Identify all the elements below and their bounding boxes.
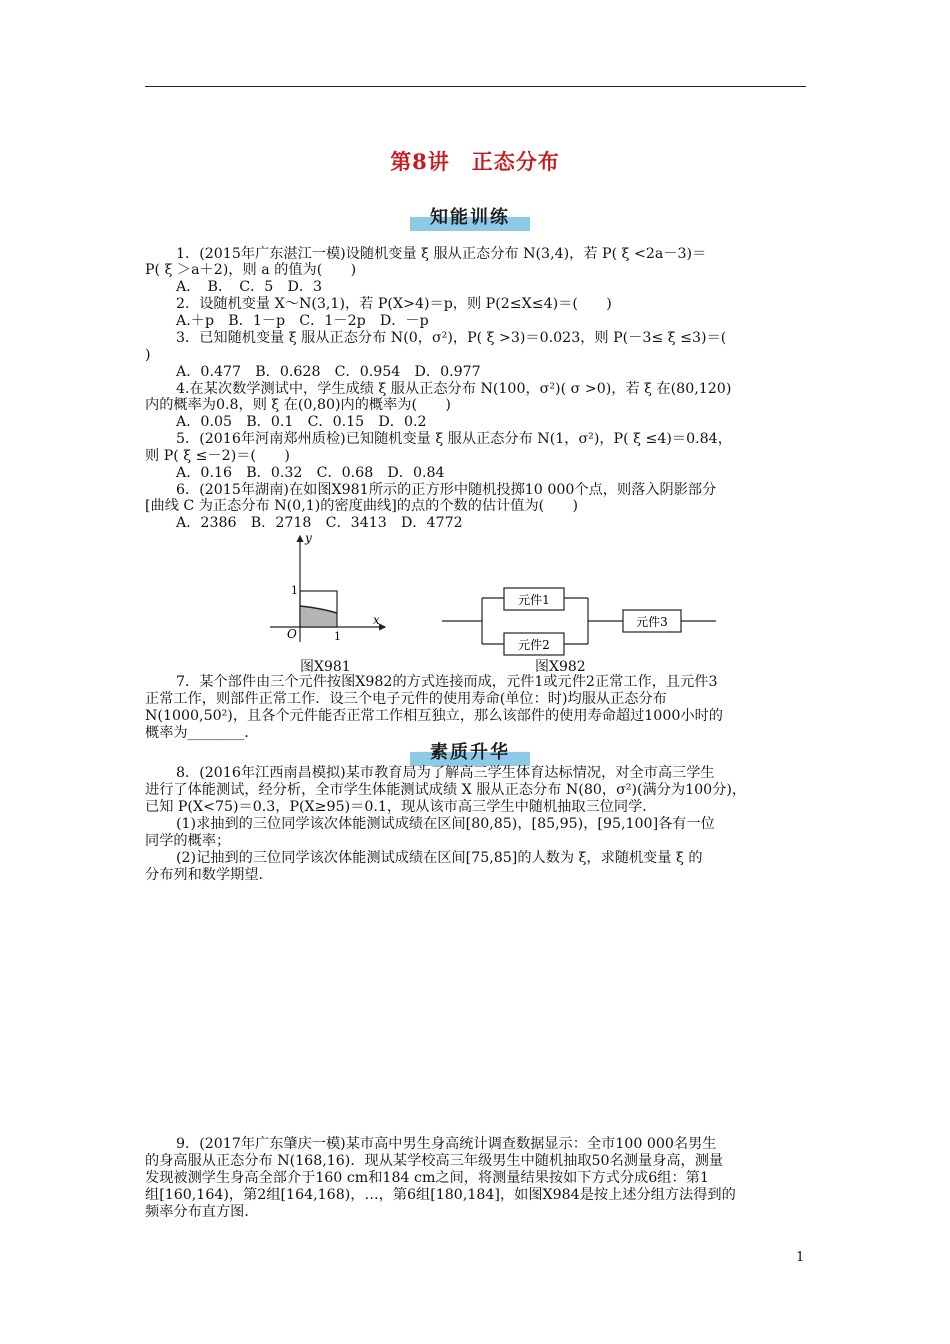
- caption-x981: 图X981: [300, 659, 351, 675]
- component-2-label: 元件2: [518, 638, 550, 652]
- component-3-label: 元件3: [636, 615, 668, 629]
- problem-line: A．2386 B．2718 C．3413 D．4772: [176, 515, 463, 531]
- problem-line: 的身高服从正态分布 N(168,16)．现从某学校高三年级男生中随机抽取50名测量身高，测量: [145, 1153, 724, 1169]
- problem-line: N(1000,50²)，且各个元件能否正常工作相互独立，那么该部件的使用寿命超过1000小时的: [145, 708, 723, 724]
- problem-line: A．0.16 B．0.32 C．0.68 D．0.84: [176, 465, 445, 481]
- problem-line: 1．(2015年广东湛江一模)设随机变量 ξ 服从正态分布 N(3,4)，若 P( ξ <2a－3)＝: [176, 246, 707, 262]
- section-banner-2: 素质升华: [410, 740, 530, 766]
- caption-x982: 图X982: [535, 659, 586, 675]
- problem-line: A． B． C．5 D．3: [176, 279, 323, 295]
- problem-line: 同学的概率；: [145, 833, 231, 849]
- problem-line: P( ξ ＞a＋2)，则 a 的值为( ): [145, 262, 357, 278]
- problem-line: 概率为________．: [145, 725, 259, 741]
- tick-y-label: 1: [291, 584, 298, 597]
- problem-line: 发现被测学生身高全部介于160 cm和184 cm之间，将测量结果按如下方式分成6组：第1: [145, 1170, 709, 1186]
- problem-line: 内的概率为0.8，则 ξ 在(0,80)内的概率为( ): [145, 397, 451, 413]
- problem-line: 3．已知随机变量 ξ 服从正态分布 N(0，σ²)，P( ξ >3)＝0.023，则 P(－3≤ ξ ≤3)＝(: [176, 330, 727, 346]
- problem-line: 2．设随机变量 X～N(3,1)，若 P(X>4)＝p，则 P(2≤X≤4)＝( ): [176, 296, 612, 312]
- problem-line: 5．(2016年河南郑州质检)已知随机变量 ξ 服从正态分布 N(1，σ²)，P( ξ ≤4)＝0.84，: [176, 431, 732, 447]
- page-title: 第8讲 正态分布: [390, 149, 560, 174]
- problem-line: A．0.477 B．0.628 C．0.954 D．0.977: [176, 364, 481, 380]
- problem-line: ): [145, 347, 151, 363]
- page-number: 1: [796, 1250, 805, 1265]
- problem-line: 已知 P(X<75)＝0.3，P(X≥95)＝0.1，现从该市高三学生中随机抽取三位同学．: [145, 799, 657, 815]
- problem-line: (1)求抽到的三位同学该次体能测试成绩在区间[80,85)，[85,95)，[95,100]各有一位: [176, 816, 715, 832]
- x-label: x: [373, 613, 380, 627]
- origin-label: O: [287, 627, 297, 641]
- problem-line: 则 P( ξ ≤－2)＝( ): [145, 448, 290, 464]
- problem-line: 8．(2016年江西南昌模拟)某市教育局为了解高三学生体育达标情况，对全市高三学生: [176, 765, 715, 781]
- problem-line: 正常工作，则部件正常工作．设三个电子元件的使用寿命(单位：时)均服从正态分布: [145, 691, 667, 707]
- header-rule: [145, 86, 806, 87]
- figure-x981: [265, 530, 395, 648]
- problem-line: 9．(2017年广东肇庆一模)某市高中男生身高统计调查数据显示：全市100 000名男生: [176, 1136, 717, 1152]
- problem-line: 7．某个部件由三个元件按图X982的方式连接而成，元件1或元件2正常工作，且元件3: [176, 674, 718, 690]
- tick-x-label: 1: [334, 630, 341, 643]
- problem-line: A.＋p B．1－p C．1－2p D．－p: [176, 313, 429, 329]
- problem-line: 6．(2015年湖南)在如图X981所示的正方形中随机投掷10 000个点，则落入阴影部分: [176, 482, 717, 498]
- problem-line: 频率分布直方图．: [145, 1204, 259, 1220]
- problem-line: 分布列和数学期望．: [145, 867, 273, 883]
- section-banner-1: 知能训练: [410, 205, 530, 231]
- problem-line: (2)记抽到的三位同学该次体能测试成绩在区间[75,85]的人数为 ξ，求随机变量 ξ 的: [176, 850, 703, 866]
- figure-x982: [440, 578, 720, 658]
- problem-line: 4.在某次数学测试中，学生成绩 ξ 服从正态分布 N(100，σ²)( σ >0)，若 ξ 在(80,120): [176, 381, 732, 397]
- problem-line: A．0.05 B．0.1 C．0.15 D．0.2: [176, 414, 427, 430]
- problem-line: [曲线 C 为正态分布 N(0,1)的密度曲线]的点的个数的估计值为( ): [145, 498, 579, 514]
- component-1-label: 元件1: [518, 593, 550, 607]
- y-label: y: [305, 531, 312, 545]
- problem-line: 进行了体能测试，经分析，全市学生体能测试成绩 X 服从正态分布 N(80，σ²)(满分为100分)，: [145, 782, 747, 798]
- problem-line: 组[160,164)，第2组[164,168)，…，第6组[180,184]，如图X984是按上述分组方法得到的: [145, 1187, 736, 1203]
